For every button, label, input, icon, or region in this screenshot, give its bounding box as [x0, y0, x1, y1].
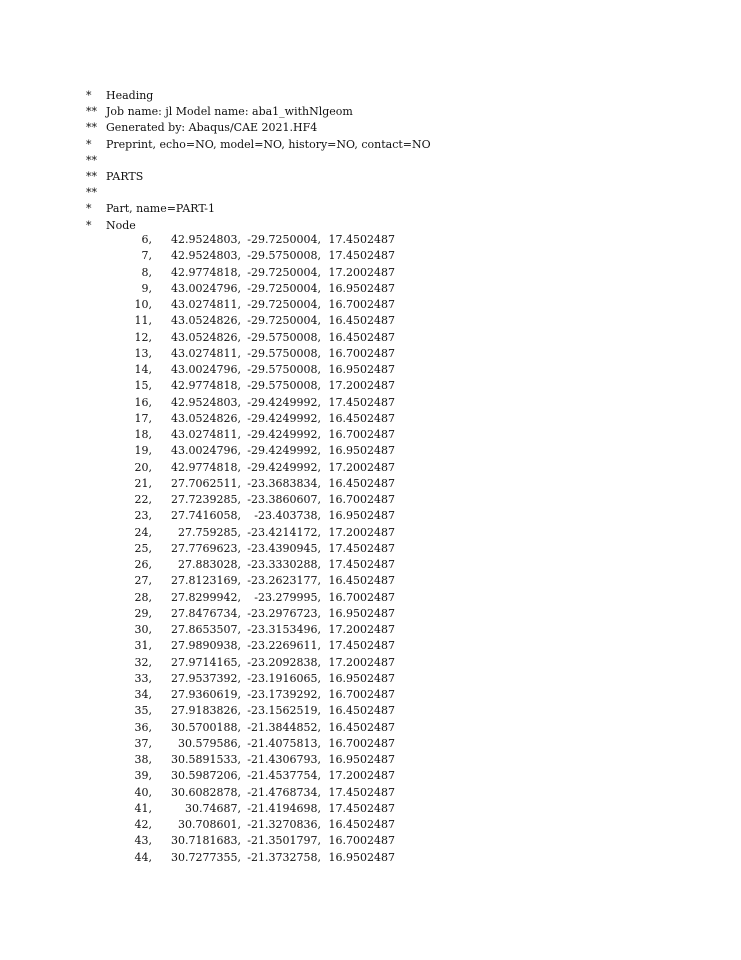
node-id: 8, — [141, 265, 152, 279]
node-z-coord: 17.4502487 — [328, 233, 395, 246]
node-id: 42, — [134, 818, 152, 831]
node-id: 34, — [134, 688, 152, 701]
node-z-coord: 17.2002487 — [328, 769, 395, 783]
node-x-coord: 30.708601, — [178, 818, 241, 831]
node-id: 38, — [134, 753, 152, 766]
node-id: 22, — [134, 493, 152, 506]
node-x-coord: 30.74687, — [185, 801, 241, 815]
node-x-coord: 27.7239285, — [171, 493, 241, 506]
node-y-coord: -29.5750008, — [247, 249, 321, 263]
node-id: 33, — [134, 671, 152, 685]
node-z-coord: 17.2002487 — [328, 265, 395, 279]
node-z-coord: 17.2002487 — [328, 525, 395, 539]
node-x-coord: 42.9774818, — [171, 460, 241, 474]
node-x-coord: 43.0274811, — [171, 298, 241, 311]
node-z-coord: 16.7002487 — [328, 493, 395, 506]
node-y-coord: -29.7250004, — [247, 233, 321, 246]
node-z-coord: 16.9502487 — [328, 363, 395, 376]
node-z-coord: 17.4502487 — [328, 541, 395, 555]
node-id: 19, — [134, 444, 152, 458]
node-x-coord: 43.0524826, — [171, 314, 241, 328]
node-x-coord: 42.9524803, — [171, 249, 241, 263]
node-z-coord: 16.4502487 — [328, 720, 395, 734]
node-y-coord: -23.4214172, — [247, 525, 321, 539]
node-id: 25, — [134, 541, 152, 555]
node-z-coord: 16.4502487 — [328, 411, 395, 425]
node-id: 44, — [134, 850, 152, 864]
node-x-coord: 27.8123169, — [171, 574, 241, 588]
node-id: 41, — [134, 801, 152, 815]
line-text: Heading — [106, 89, 154, 102]
node-id: 14, — [134, 363, 152, 376]
node-z-coord: 16.4502487 — [328, 476, 395, 490]
node-id: 39, — [134, 769, 152, 783]
node-x-coord: 42.9774818, — [171, 379, 241, 393]
line-marker: ** — [86, 121, 97, 135]
node-y-coord: -29.4249992, — [247, 411, 321, 425]
node-y-coord: -23.2092838, — [247, 655, 321, 669]
node-y-coord: -23.3330288, — [247, 558, 321, 571]
node-id: 20, — [134, 460, 152, 474]
node-y-coord: -21.4537754, — [247, 769, 321, 783]
node-id: 7, — [141, 249, 152, 263]
node-z-coord: 16.9502487 — [328, 671, 395, 685]
node-x-coord: 43.0524826, — [171, 411, 241, 425]
node-x-coord: 30.6082878, — [171, 785, 241, 799]
node-x-coord: 30.579586, — [178, 736, 241, 750]
node-z-coord: 16.9502487 — [328, 753, 395, 766]
node-y-coord: -29.7250004, — [247, 281, 321, 295]
node-z-coord: 16.4502487 — [328, 818, 395, 831]
node-z-coord: 16.9502487 — [328, 509, 395, 523]
node-z-coord: 16.7002487 — [328, 834, 395, 848]
node-z-coord: 16.4502487 — [328, 704, 395, 718]
node-x-coord: 30.5891533, — [171, 753, 241, 766]
node-id: 40, — [134, 785, 152, 799]
node-y-coord: -21.4306793, — [247, 753, 321, 766]
node-x-coord: 30.7277355, — [171, 850, 241, 864]
node-id: 15, — [134, 379, 152, 393]
node-z-coord: 17.4502487 — [328, 395, 395, 409]
line-text: PARTS — [106, 169, 144, 183]
node-x-coord: 30.5987206, — [171, 769, 241, 783]
line-marker: ** — [86, 169, 97, 183]
line-marker: * — [86, 218, 92, 232]
node-y-coord: -23.2269611, — [247, 639, 321, 653]
node-id: 27, — [134, 574, 152, 588]
node-id: 9, — [141, 281, 152, 295]
node-x-coord: 30.7181683, — [171, 834, 241, 848]
node-z-coord: 16.9502487 — [328, 444, 395, 458]
node-y-coord: -23.1916065, — [247, 671, 321, 685]
node-y-coord: -29.5750008, — [247, 330, 321, 344]
node-x-coord: 43.0024796, — [171, 363, 241, 376]
node-x-coord: 27.8299942, — [171, 590, 241, 604]
node-z-coord: 17.2002487 — [328, 655, 395, 669]
node-id: 43, — [134, 834, 152, 848]
node-z-coord: 17.4502487 — [328, 801, 395, 815]
node-z-coord: 17.4502487 — [328, 558, 395, 571]
node-id: 6, — [141, 233, 152, 246]
node-id: 23, — [134, 509, 152, 523]
node-y-coord: -23.3153496, — [247, 623, 321, 636]
node-x-coord: 42.9524803, — [171, 233, 241, 246]
node-y-coord: -23.3683834, — [247, 476, 321, 490]
node-z-coord: 16.7002487 — [328, 590, 395, 604]
node-y-coord: -23.2976723, — [247, 606, 321, 620]
node-x-coord: 30.5700188, — [171, 720, 241, 734]
line-marker: ** — [86, 153, 97, 167]
node-id: 17, — [134, 411, 152, 425]
line-text: Preprint, echo=NO, model=NO, history=NO, contact=NO — [106, 137, 431, 151]
node-x-coord: 27.8476734, — [171, 606, 241, 620]
node-x-coord: 43.0274811, — [171, 428, 241, 441]
node-x-coord: 43.0024796, — [171, 281, 241, 295]
node-y-coord: -21.4194698, — [247, 801, 321, 815]
node-x-coord: 42.9774818, — [171, 265, 241, 279]
node-y-coord: -29.5750008, — [247, 379, 321, 393]
line-marker: ** — [86, 186, 97, 200]
node-x-coord: 27.8653507, — [171, 623, 241, 636]
line-text: Node — [106, 218, 136, 232]
node-x-coord: 27.9890938, — [171, 639, 241, 653]
node-y-coord: -23.1562519, — [247, 704, 321, 718]
node-id: 11, — [134, 314, 152, 328]
node-x-coord: 27.9537392, — [171, 671, 241, 685]
node-y-coord: -23.3860607, — [247, 493, 321, 506]
node-id: 18, — [134, 428, 152, 441]
node-z-coord: 16.9502487 — [328, 281, 395, 295]
node-z-coord: 16.7002487 — [328, 298, 395, 311]
node-z-coord: 16.9502487 — [328, 606, 395, 620]
node-id: 12, — [134, 330, 152, 344]
line-marker: * — [86, 137, 92, 151]
node-y-coord: -29.7250004, — [247, 265, 321, 279]
node-z-coord: 17.4502487 — [328, 785, 395, 799]
node-y-coord: -29.4249992, — [247, 395, 321, 409]
node-z-coord: 16.7002487 — [328, 736, 395, 750]
node-z-coord: 16.4502487 — [328, 330, 395, 344]
node-x-coord: 27.9360619, — [171, 688, 241, 701]
node-x-coord: 43.0274811, — [171, 346, 241, 360]
node-id: 29, — [134, 606, 152, 620]
node-y-coord: -29.4249992, — [247, 428, 321, 441]
node-id: 13, — [134, 346, 152, 360]
node-id: 36, — [134, 720, 152, 734]
node-y-coord: -29.7250004, — [247, 314, 321, 328]
node-z-coord: 16.7002487 — [328, 346, 395, 360]
line-marker: ** — [86, 105, 97, 119]
node-y-coord: -23.2623177, — [247, 574, 321, 588]
node-y-coord: -21.3844852, — [247, 720, 321, 734]
node-id: 32, — [134, 655, 152, 669]
node-x-coord: 27.7769623, — [171, 541, 241, 555]
node-y-coord: -29.7250004, — [247, 298, 321, 311]
node-z-coord: 16.4502487 — [328, 314, 395, 328]
node-x-coord: 43.0524826, — [171, 330, 241, 344]
node-x-coord: 27.7416058, — [171, 509, 241, 523]
node-y-coord: -23.1739292, — [247, 688, 321, 701]
line-marker: * — [86, 89, 92, 102]
node-z-coord: 16.4502487 — [328, 574, 395, 588]
node-z-coord: 16.9502487 — [328, 850, 395, 864]
node-id: 26, — [134, 558, 152, 571]
node-z-coord: 16.7002487 — [328, 428, 395, 441]
node-id: 37, — [134, 736, 152, 750]
node-x-coord: 27.9714165, — [171, 655, 241, 669]
node-y-coord: -21.4075813, — [247, 736, 321, 750]
node-y-coord: -29.4249992, — [247, 460, 321, 474]
node-x-coord: 43.0024796, — [171, 444, 241, 458]
node-y-coord: -23.4390945, — [247, 541, 321, 555]
node-x-coord: 27.759285, — [178, 525, 241, 539]
node-x-coord: 27.7062511, — [171, 476, 241, 490]
line-marker: * — [86, 202, 92, 216]
node-x-coord: 27.9183826, — [171, 704, 241, 718]
node-id: 28, — [134, 590, 152, 604]
node-z-coord: 17.4502487 — [328, 249, 395, 263]
node-z-coord: 16.7002487 — [328, 688, 395, 701]
node-id: 24, — [134, 525, 152, 539]
node-y-coord: -21.3501797, — [247, 834, 321, 848]
node-id: 31, — [134, 639, 152, 653]
node-y-coord: -23.279995, — [254, 590, 321, 604]
node-id: 30, — [134, 623, 152, 636]
node-y-coord: -21.3732758, — [247, 850, 321, 864]
node-y-coord: -23.403738, — [254, 509, 321, 523]
node-z-coord: 17.2002487 — [328, 379, 395, 393]
node-id: 35, — [134, 704, 152, 718]
line-text: Generated by: Abaqus/CAE 2021.HF4 — [106, 121, 318, 135]
node-id: 16, — [134, 395, 152, 409]
line-text: Job name: jl Model name: aba1_withNlgeom — [106, 105, 353, 119]
node-x-coord: 27.883028, — [178, 558, 241, 571]
node-z-coord: 17.2002487 — [328, 460, 395, 474]
node-id: 21, — [134, 476, 152, 490]
node-y-coord: -21.3270836, — [247, 818, 321, 831]
node-z-coord: 17.2002487 — [328, 623, 395, 636]
node-y-coord: -29.5750008, — [247, 363, 321, 376]
line-text: Part, name=PART-1 — [106, 202, 215, 216]
node-y-coord: -29.5750008, — [247, 346, 321, 360]
node-x-coord: 42.9524803, — [171, 395, 241, 409]
node-z-coord: 17.4502487 — [328, 639, 395, 653]
node-y-coord: -21.4768734, — [247, 785, 321, 799]
node-id: 10, — [134, 298, 152, 311]
node-y-coord: -29.4249992, — [247, 444, 321, 458]
